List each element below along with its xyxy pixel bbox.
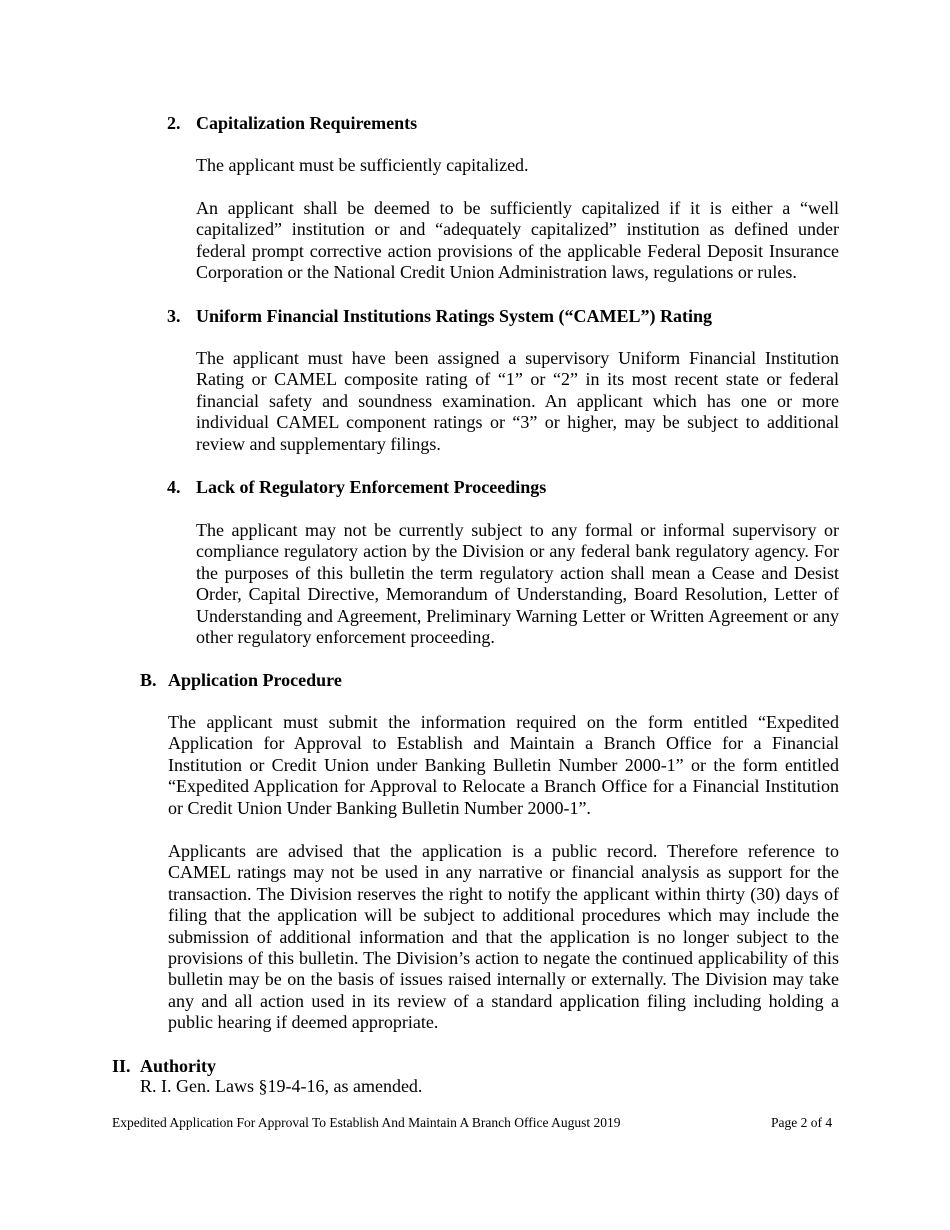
footer-page-number: Page 2 of 4 — [771, 1115, 833, 1130]
section-4-paragraph-1: The applicant may not be currently subject to any formal or informal supervisory or compliance regulatory action by the Division or any federal bank regulatory agency. For the purposes of this bulletin the term regulatory action shall mean a Cease and Desist Order, Capital Directive, Memorandum of Understanding, Board Resolution, Letter of Understanding and Agreement, Preliminary Warning Letter or Written Agreement or any other regulatory enforcement proceeding. — [196, 520, 839, 648]
section-2-paragraph-2: An applicant shall be deemed to be sufficiently capitalized if it is either a “well capitalized” institution or and “adequately capitalized” institution as defined under federal prompt corrective action provisions of the applicable Federal Deposit Insurance Corporation or the National Credit Union Administration laws, regulations or rules. — [196, 198, 839, 283]
section-4-number: 4. — [167, 477, 181, 497]
section-2-heading — [167, 113, 417, 134]
section-ii-heading — [112, 1056, 216, 1077]
section-b-paragraph-1: The applicant must submit the information required on the form entitled “Expedited Application for Approval to Establish and Maintain a Branch Office for a Financial Institution or Credit Union under Banking Bulletin Number 2000-1” or the form entitled “Expedited Application for Approval to Relocate a Branch Office for a Financial Institution or Credit Union Under Banking Bulletin Number 2000-1”. — [168, 712, 839, 818]
section-3-paragraph-1: The applicant must have been assigned a supervisory Uniform Financial Institution Rating or CAMEL composite rating of “1” or “2” in its most recent state or federal financial safety and soundness examination. An applicant which has one or more individual CAMEL component ratings or “3” or higher, may be subject to additional review and supplementary filings. — [196, 348, 839, 454]
section-2-paragraph-1: The applicant must be sufficiently capitalized. — [196, 155, 529, 175]
section-b-title: Application Procedure — [168, 670, 342, 690]
section-4-title: Lack of Regulatory Enforcement Proceedings — [196, 477, 547, 497]
section-b-number: B. — [140, 670, 157, 690]
footer-document-title: Expedited Application For Approval To Establish And Maintain A Branch Office August 2019 — [112, 1115, 621, 1130]
section-3-number: 3. — [167, 306, 181, 326]
section-2-number: 2. — [167, 113, 181, 133]
section-4-heading — [167, 477, 546, 498]
section-ii-number: II. — [112, 1056, 131, 1076]
section-b-heading — [140, 670, 342, 691]
section-2-title: Capitalization Requirements — [196, 113, 418, 133]
section-b-paragraph-2: Applicants are advised that the application is a public record. Therefore reference to CAMEL ratings may not be used in any narrative or financial analysis as support for the transaction. The Division reserves the right to notify the applicant within thirty (30) days of filing that the application will be subject to additional procedures which may include the submission of additional information and that the application is no longer subject to the provisions of this bulletin. The Division’s action to negate the continued applicability of this bulletin may be on the basis of issues raised internally or externally. The Division may take any and all action used in its review of a standard application filing including holding a public hearing if deemed appropriate. — [168, 841, 839, 1033]
section-3-title: Uniform Financial Institutions Ratings System (“CAMEL”) Rating — [196, 306, 713, 326]
section-ii-title: Authority — [140, 1056, 216, 1076]
section-ii-paragraph-1: R. I. Gen. Laws §19-4-16, as amended. — [140, 1076, 423, 1096]
section-3-heading — [167, 306, 712, 327]
